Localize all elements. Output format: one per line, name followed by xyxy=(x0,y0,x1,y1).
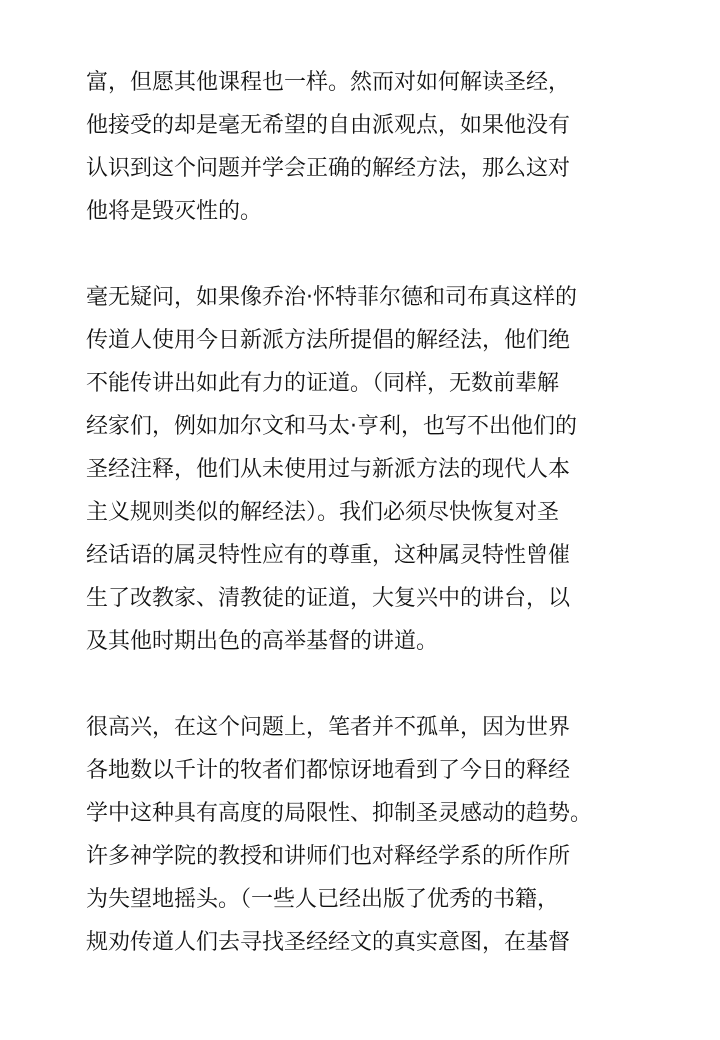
document-page xyxy=(86,61,706,964)
paragraph-1 xyxy=(86,61,706,233)
paragraph-2 xyxy=(86,276,706,663)
text-line: 认识到这个问题并学会正确的解经方法，那么这对 xyxy=(86,156,571,181)
text-line: 很高兴，在这个问题上，笔者并不孤单，因为世界 xyxy=(86,715,571,740)
text-line: 学中这种具有高度的局限性、抑制圣灵感动的趋势。 xyxy=(86,801,593,826)
paragraph-gap xyxy=(86,663,706,706)
text-line: 许多神学院的教授和讲师们也对释经学系的所作所 xyxy=(86,844,571,869)
text-line: 他将是毁灭性的。 xyxy=(86,199,263,224)
paragraph-3 xyxy=(86,706,706,964)
text-line: 他接受的却是毫无希望的自由派观点，如果他没有 xyxy=(86,113,571,138)
text-line: 规劝传道人们去寻找圣经经文的真实意图，在基督 xyxy=(86,930,571,955)
text-line: 传道人使用今日新派方法所提倡的解经法，他们绝 xyxy=(86,328,571,353)
text-line: 圣经注释，他们从未使用过与新派方法的现代人本 xyxy=(86,457,571,482)
text-line: 毫无疑问，如果像乔治·怀特菲尔德和司布真这样的 xyxy=(86,285,577,310)
text-line: 及其他时期出色的高举基督的讲道。 xyxy=(86,629,439,654)
text-line: 主义规则类似的解经法）。我们必须尽快恢复对圣 xyxy=(86,500,560,525)
text-line: 富，但愿其他课程也一样。然而对如何解读圣经， xyxy=(86,70,571,95)
text-line: 生了改教家、清教徒的证道，大复兴中的讲台，以 xyxy=(86,586,571,611)
text-line: 经家们，例如加尔文和马太·亨利，也写不出他们的 xyxy=(86,414,577,439)
text-line: 不能传讲出如此有力的证道。（同样，无数前辈解 xyxy=(86,371,560,396)
text-line: 各地数以千计的牧者们都惊讶地看到了今日的释经 xyxy=(86,758,571,783)
paragraph-gap xyxy=(86,233,706,276)
text-line: 为失望地摇头。（一些人已经出版了优秀的书籍， xyxy=(86,887,560,912)
text-line: 经话语的属灵特性应有的尊重，这种属灵特性曾催 xyxy=(86,543,571,568)
